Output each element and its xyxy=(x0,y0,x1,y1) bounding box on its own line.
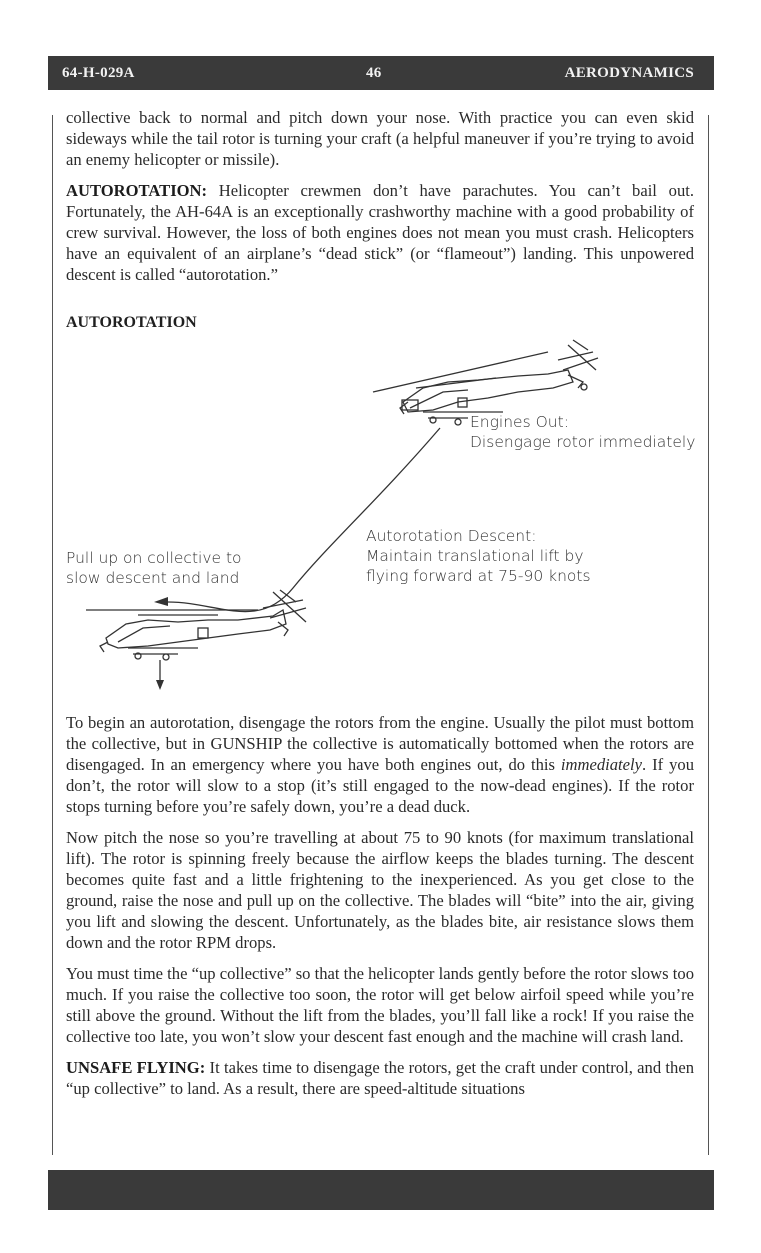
body-paragraph-1 xyxy=(66,712,694,817)
page-number: 46 xyxy=(366,65,382,81)
down-arrow-head xyxy=(156,680,164,690)
page-footer xyxy=(48,1170,714,1210)
page-header xyxy=(48,56,714,90)
label-land-line2: slow descent and land xyxy=(66,569,240,587)
body-paragraph-4 xyxy=(66,1057,694,1099)
label-descent-title: Autorotation Descent: xyxy=(366,527,537,545)
autorotation-heading: AUTOROTATION: xyxy=(66,181,208,200)
label-land-line1: Pull up on collective to xyxy=(66,549,242,567)
helicopter-icon-bottom xyxy=(86,590,306,660)
body-paragraph-3: You must time the “up collective” so that the helicopter lands gently before the rotor slows too much. If you raise the collective too soon, the rotor will get below airfoil speed while you’re still above the ground. Without the lift from the blades, you’ll fall like a rock! If you raise the collective too late, you won’t slow your descent fast enough and the machine will crash land. xyxy=(66,964,694,1046)
body-p1-emphasis: immediately xyxy=(560,755,643,774)
body-text xyxy=(66,712,694,1109)
body-p1-part-b: . If you don’t, the rotor will slow to a stop (it’s still engaged to the now-dead engines). If the rotor stops turning before you’re safely down, you’re a dead duck. xyxy=(66,755,694,816)
unsafe-flying-heading: UNSAFE FLYING: xyxy=(66,1058,206,1077)
document-code: 64-H-029A xyxy=(62,65,135,81)
diagram-artwork xyxy=(48,330,714,700)
label-descent-line2: Maintain translational lift by xyxy=(366,547,584,565)
autorotation-paragraph xyxy=(66,180,694,285)
label-descent-line3: flying forward at 75-90 knots xyxy=(366,567,591,585)
label-engines-out-title: Engines Out: xyxy=(470,413,569,431)
label-engines-out-desc: Disengage rotor immediately xyxy=(470,433,696,451)
unsafe-flying-text: It takes time to disengage the rotors, get the craft under control, and then “up collective” to land. As a result, there are speed-altitude situations xyxy=(66,1058,694,1098)
autorotation-diagram xyxy=(48,330,714,700)
body-paragraph-2: Now pitch the nose so you’re travelling at about 75 to 90 knots (for maximum translational lift). The rotor is spinning freely because the airflow keeps the blades turning. The descent becomes quite fast and a little frightening to the inexperienced. As you get close to the ground, raise the nose and pull up on the collective. The blades will “bite” into the air, giving you lift and slowing the descent. Unfortunately, as the blades bite, air resistance slows them down and the rotor RPM drops. xyxy=(66,828,694,952)
section-title: AERODYNAMICS xyxy=(564,65,694,81)
autorotation-text: Helicopter crewmen don’t have parachutes. You can’t bail out. Fortunately, the AH-64A is an exceptionally crashworthy machine with a good probability of crew survival. However, the loss of both engines does not mean you must crash. Helicopters have an equivalent of an airplane’s “dead stick” (or “flameout”) landing. This unpowered descent is called “autorotation.” xyxy=(66,181,694,284)
top-text xyxy=(66,107,694,295)
body-p1-part-a: To begin an autorotation, disengage the rotors from the engine. Usually the pilot must bottom the collective, but in GUNSHIP the collective is automatically bottomed when the rotors are disengaged. In an emergency where you have both engines out, do this xyxy=(66,713,694,774)
figure-title: AUTOROTATION xyxy=(66,314,197,331)
intro-paragraph: collective back to normal and pitch down your nose. With practice you can even skid sideways while the tail rotor is turning your craft (a helpful maneuver if you’re trying to avoid an enemy helicopter or missile). xyxy=(66,108,694,169)
